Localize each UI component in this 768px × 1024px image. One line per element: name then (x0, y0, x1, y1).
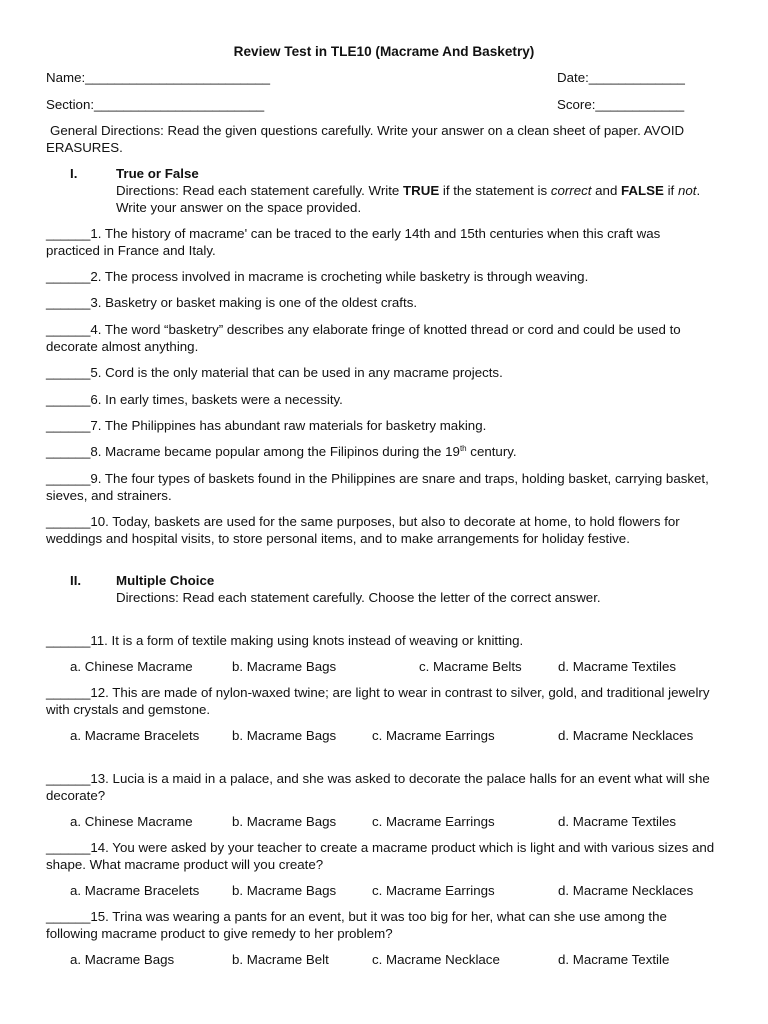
mc-question-12: ______12. This are made of nylon-waxed twine; are light to wear in contrast to silver, gold, and traditional jewelry with crystals and gemstone. (46, 685, 710, 717)
part2-title: Multiple Choice (116, 573, 215, 588)
tf-item-5: ______5. Cord is the only material that can be used in any macrame projects. (46, 365, 503, 380)
tf-item-1: ______1. The history of macrame' can be traced to the early 14th and 15th centuries when this craft was practiced in France and Italy. (46, 226, 661, 258)
option-b: b. Macrame Bags (232, 728, 337, 743)
option-a: a. Chinese Macrame (70, 659, 193, 674)
section-field: Section:_______________________ (46, 97, 265, 112)
tf-item-8: ______8. Macrame became popular among the Filipinos during the 19th century. (46, 444, 517, 459)
general-directions: General Directions: Read the given questions carefully. Write your answer on a clean sheet of paper. AVOID ERASURES. (46, 123, 685, 155)
option-a: a. Macrame Bracelets (70, 883, 200, 898)
option-d: d. Macrame Textile (558, 952, 670, 967)
tf-item-2: ______2. The process involved in macrame is crocheting while basketry is through weaving. (46, 269, 589, 284)
mc-question-15: ______15. Trina was wearing a pants for an event, but it was too big for her, what can she use among the following macrame product to give remedy to her problem? (46, 909, 667, 941)
option-b: b. Macrame Bags (232, 883, 337, 898)
option-c: c. Macrame Necklace (372, 952, 500, 967)
option-c: c. Macrame Earrings (372, 728, 495, 743)
part1-directions: Directions: Read each statement carefully. Write TRUE if the statement is correct and FALSE if not. Write your answer on the space provided. (116, 183, 701, 215)
option-c: c. Macrame Earrings (372, 814, 495, 829)
part1-title: True or False (116, 166, 199, 181)
option-a: a. Chinese Macrame (70, 814, 193, 829)
option-d: d. Macrame Necklaces (558, 728, 694, 743)
option-b: b. Macrame Bags (232, 814, 337, 829)
option-d: d. Macrame Textiles (558, 659, 676, 674)
option-d: d. Macrame Textiles (558, 814, 676, 829)
option-a: a. Macrame Bags (70, 952, 175, 967)
part1-number: I. (70, 166, 78, 181)
tf-item-9: ______9. The four types of baskets found in the Philippines are snare and traps, holding basket, carrying basket, sieves, and strainers. (46, 471, 709, 503)
date-field: Date:_____________ (557, 70, 685, 85)
document-title: Review Test in TLE10 (Macrame And Basketry) (233, 44, 535, 59)
tf-item-10: ______10. Today, baskets are used for the same purposes, but also to decorate at home, to hold flowers for weddings and hospital visits, to store personal items, and to make arrangements for holiday festive. (46, 514, 680, 546)
tf-item-7: ______7. The Philippines has abundant raw materials for basketry making. (46, 418, 487, 433)
mc-question-13: ______13. Lucia is a maid in a palace, and she was asked to decorate the palace halls for an event what will she decorate? (46, 771, 710, 803)
option-b: b. Macrame Bags (232, 659, 337, 674)
score-field: Score:____________ (557, 97, 685, 112)
option-c: c. Macrame Earrings (372, 883, 495, 898)
name-field: Name:_________________________ (46, 70, 271, 85)
tf-item-4: ______4. The word “basketry” describes any elaborate fringe of knotted thread or cord and could be used to decorate almost anything. (46, 322, 681, 354)
part2-directions: Directions: Read each statement carefully. Choose the letter of the correct answer. (116, 590, 601, 605)
part2-number: II. (70, 573, 82, 588)
option-c: c. Macrame Belts (419, 659, 522, 674)
option-b: b. Macrame Belt (232, 952, 329, 967)
option-d: d. Macrame Necklaces (558, 883, 694, 898)
option-a: a. Macrame Bracelets (70, 728, 200, 743)
ordinal-suffix: th (459, 444, 467, 453)
tf-item-6: ______6. In early times, baskets were a necessity. (46, 392, 343, 407)
tf-item-3: ______3. Basketry or basket making is one of the oldest crafts. (46, 295, 418, 310)
mc-question-14: ______14. You were asked by your teacher to create a macrame product which is light and with various sizes and shape. What macrame product will you create? (46, 840, 715, 872)
mc-question-11: ______11. It is a form of textile making using knots instead of weaving or knitting. (46, 633, 524, 648)
